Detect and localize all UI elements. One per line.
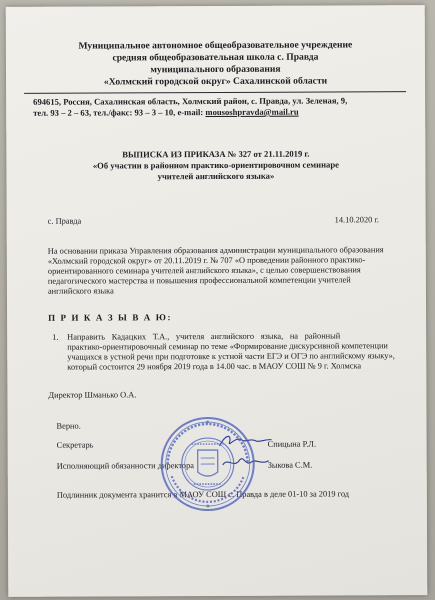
basis-line-2: «Холмский городской округ» от 20.11.2019 г. № 707 «О проведении районного практико- <box>47 255 366 266</box>
document-date: 14.10.2020 г. <box>334 215 380 225</box>
basis-line-1: На основании приказа Управления образования администрации муниципального образования <box>47 245 384 256</box>
item-number: 1. <box>52 332 59 342</box>
order-subject-line-2: учителей английского языка» <box>157 170 275 182</box>
org-name-line-3: муниципального образования <box>150 63 281 76</box>
org-name-line-1: Муниципальное автономное общеобразовательное учреждение <box>78 39 353 52</box>
original-storage-note: Подлинник документа хранится в МАОУ СОШ с. Правда в деле 01-10 за 2019 год <box>56 489 350 500</box>
item-line-2: практико-ориентировочный семинар по теме «Формирование дискурсивной компетенции <box>67 341 388 352</box>
letterhead-rule <box>24 91 406 94</box>
contact-email[interactable]: mousoshpravda@mail.ru <box>205 106 299 118</box>
director-line: Директор Шманько О.А. <box>48 390 137 400</box>
certified-note: Верно. <box>56 421 81 431</box>
address-line-1: 694615, Россия, Сахалинская область, Холмский район, с. Правда, ул. Зеленая, 9, <box>33 95 348 107</box>
acting-director-name: Зыкова С.М. <box>267 460 313 470</box>
document-sheet <box>6 5 428 597</box>
order-title: ВЫПИСКА ИЗ ПРИКАЗА № 327 от 21.11.2019 г. <box>122 148 310 160</box>
secretary-name: Спицына Р.Л. <box>267 439 317 449</box>
item-line-4: который состоится 29 ноября 2019 года в 14.00 час. в МАОУ СОШ № 9 г. Холмска <box>67 361 362 372</box>
contact-phones: тел. 93 – 2 – 63, тел./факс: 93 – 3 – 10, e-mail: <box>33 107 206 118</box>
order-heading: П Р И К А З Ы В А Ю: <box>48 312 173 323</box>
basis-line-5: английского языка <box>47 286 114 296</box>
address-line-2 <box>33 107 298 119</box>
basis-line-4: педагогического мастерства и повышения профессиональной компетенции учителей <box>47 275 351 286</box>
secretary-label: Секретарь <box>56 440 94 450</box>
org-name-line-4: «Холмский городской округ» Сахалинской области <box>103 75 328 88</box>
order-subject-line-1: «Об участии в районном практико-ориентировочном семинаре <box>92 159 339 171</box>
org-name-line-2: средняя общеобразовательная школа с. Правда <box>112 51 319 64</box>
item-line-1: Направить Кадацких Т.А., учителя английского языка, на районный <box>67 331 341 342</box>
acting-director-label: Исполняющий обязанности директора <box>56 461 195 471</box>
official-seal <box>157 414 257 514</box>
basis-line-3: ориентированного семинара учителей английского языка», с целью совершенствования <box>47 265 361 276</box>
item-line-3: учащихся в устной речи при подготовке к устной части ЕГЭ и ОГЭ по английскому языку», <box>67 351 395 362</box>
place: с. Правда <box>47 216 82 226</box>
